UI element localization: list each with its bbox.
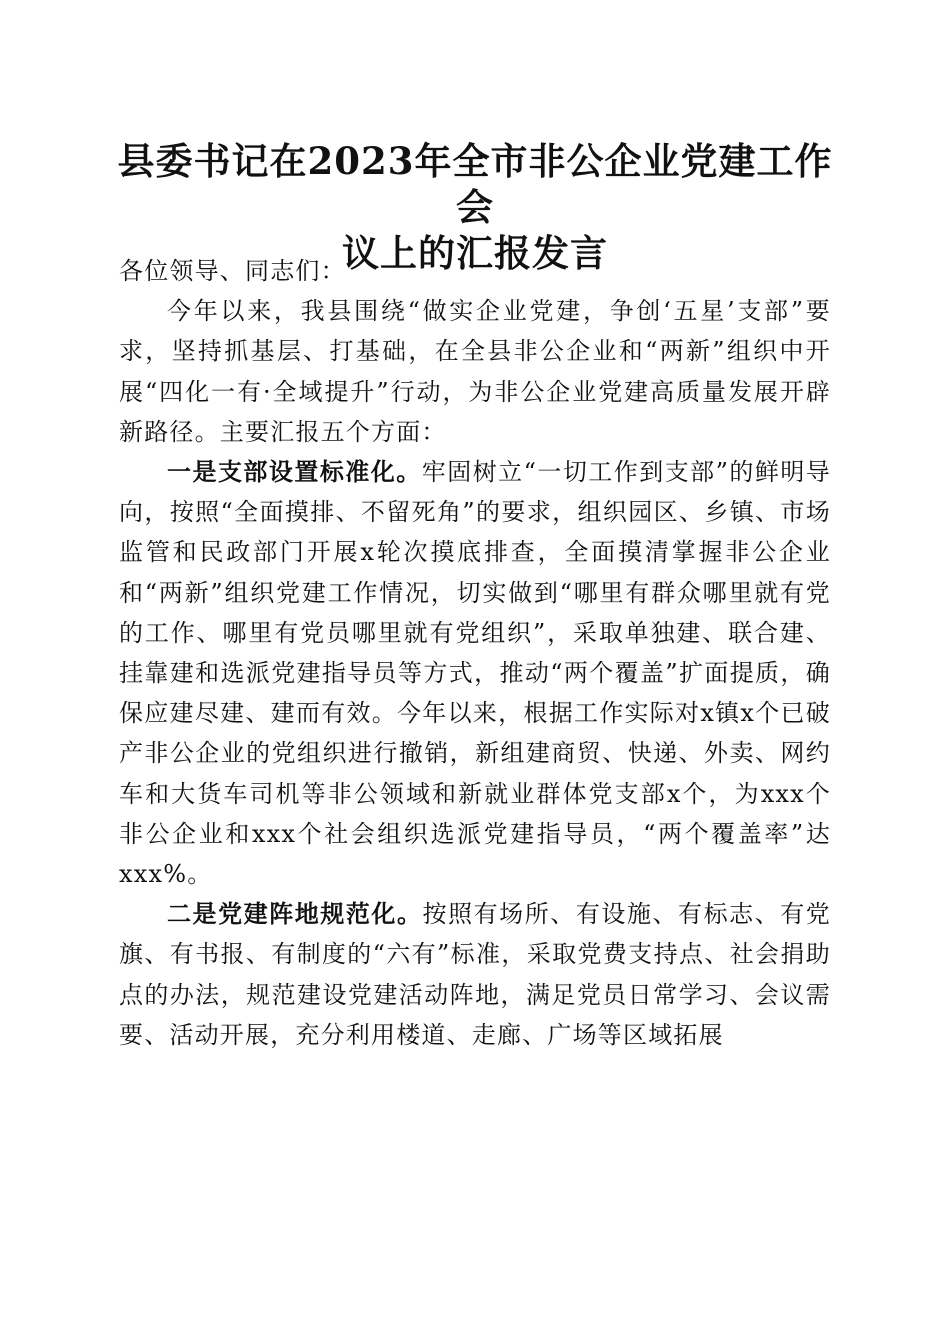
section-lead-2: 二是党建阵地规范化。 xyxy=(167,899,423,929)
salutation: 各位领导、同志们： xyxy=(119,257,346,285)
title-line-1: 县委书记在2023年全市非公企业党建工作会 xyxy=(117,139,833,229)
document-body xyxy=(119,251,831,1055)
section-paragraph-2 xyxy=(119,894,831,1055)
intro-paragraph: 今年以来，我县围绕“做实企业党建，争创‘五星’支部”要求，坚持抓基层、打基础，在全县非公企业和“两新”组织中开展“四化一有·全域提升”行动，为非公企业党建高质量发展开辟新路径。主要汇报五个方面： xyxy=(119,297,831,446)
section-lead-1: 一是支部设置标准化。 xyxy=(167,457,422,487)
section-paragraph-1 xyxy=(119,452,831,894)
section-text-1: 牢固树立“一切工作到支部”的鲜明导向，按照“全面摸排、不留死角”的要求，组织园区、乡镇、市场监管和民政部门开展x轮次摸底排查，全面摸清掌握非公企业和“两新”组织党建工作情况，切实做到“哪里有群众哪里就有党的工作、哪里有党员哪里就有党组织”，采取单独建、联合建、挂靠建和选派党建指导员等方式，推动“两个覆盖”扩面提质，确保应建尽建、建而有效。今年以来，根据工作实际对x镇x个已破产非公企业的党组织进行撤销，新组建商贸、快递、外卖、网约车和大货车司机等非公领域和新就业群体党支部x个，为xxx个非公企业和xxx个社会组织选派党建指导员，“两个覆盖率”达xxx%。 xyxy=(119,458,831,889)
title-line-2: 议上的汇报发言 xyxy=(342,231,608,275)
section-text-2: 按照有场所、有设施、有标志、有党旗、有书报、有制度的“六有”标准，采取党费支持点、社会捐助点的办法，规范建设党建活动阵地，满足党员日常学习、会议需要、活动开展，充分利用楼道、走廊、广场等区域拓展 xyxy=(119,900,832,1049)
